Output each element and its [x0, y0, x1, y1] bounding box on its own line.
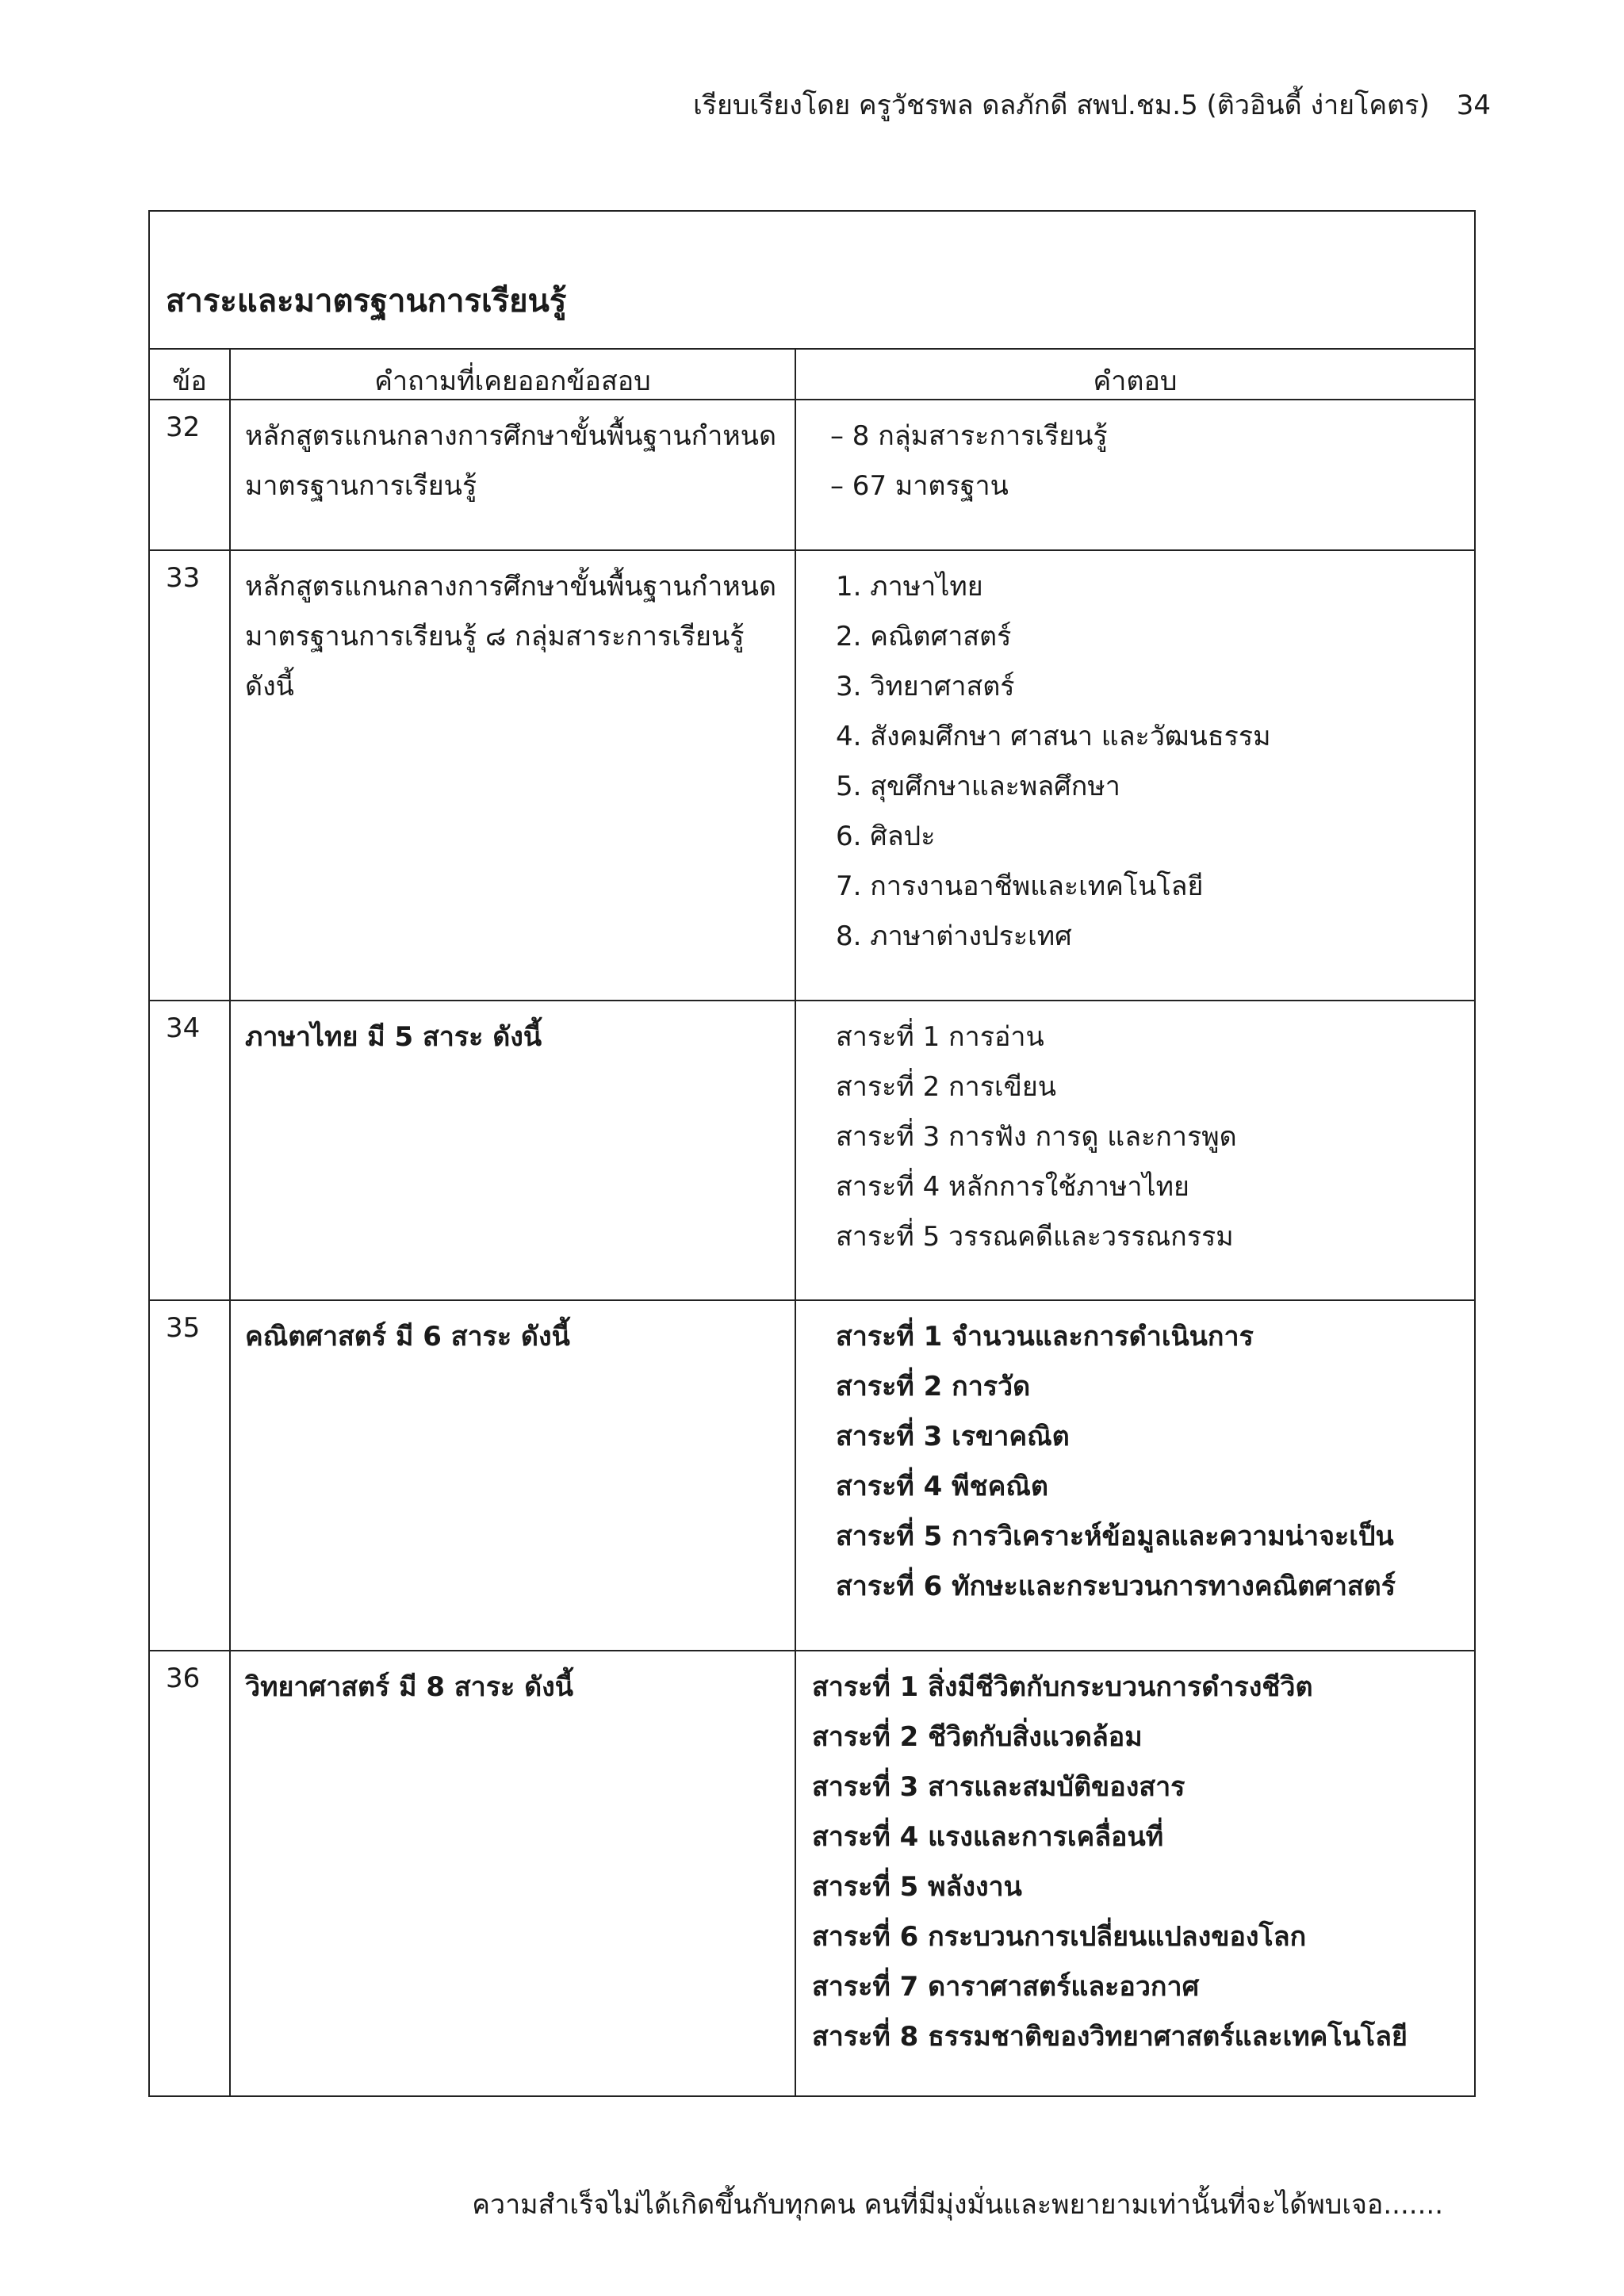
header-question: คำถามที่เคยออกข้อสอบ — [374, 365, 651, 397]
question-line: หลักสูตรแกนกลางการศึกษาขั้นพื้นฐานกำหนด — [245, 420, 777, 452]
answer-line: สาระที่ 1 สิ่งมีชีวิตกับกระบวนการดำรงชีวิต — [812, 1671, 1313, 1703]
row-question — [245, 1312, 792, 1362]
row-question — [245, 1012, 792, 1062]
answer-line: 5. สุขศึกษาและพลศึกษา — [836, 771, 1120, 802]
page-footer: ความสำเร็จไม่ได้เกิดขึ้นกับทุกคน คนที่มีมุ่งมั่นและพยายามเท่านั้นที่จะได้พบเจอ....... — [472, 2189, 1443, 2221]
answer-line: 1. ภาษาไทย — [836, 571, 983, 603]
table-title: สาระและมาตรฐานการเรียนรู้ — [166, 283, 567, 320]
row-number: 34 — [166, 1012, 201, 1044]
question-line: วิทยาศาสตร์ มี 8 สาระ ดังนี้ — [245, 1671, 573, 1703]
answer-line: สาระที่ 5 วรรณคดีและวรรณกรรม — [836, 1221, 1234, 1253]
row-answer — [836, 1312, 1396, 1612]
answer-line: สาระที่ 2 ชีวิตกับสิ่งแวดล้อม — [812, 1721, 1143, 1753]
rule-title — [150, 348, 1474, 350]
answer-line: สาระที่ 2 การวัด — [836, 1371, 1031, 1402]
answer-line: สาระที่ 4 หลักการใช้ภาษาไทย — [836, 1171, 1189, 1203]
answer-line: – 8 กลุ่มสาระการเรียนรู้ — [830, 420, 1108, 452]
row-answer — [830, 411, 1108, 511]
answer-line: สาระที่ 1 การอ่าน — [836, 1021, 1044, 1053]
answer-line: สาระที่ 3 การฟัง การดู และการพูด — [836, 1121, 1237, 1153]
answer-line: 4. สังคมศึกษา ศาสนา และวัฒนธรรม — [836, 721, 1271, 752]
question-line: มาตรฐานการเรียนรู้ ๘ กลุ่มสาระการเรียนรู้ — [245, 621, 745, 652]
rule-row-34 — [150, 1299, 1474, 1301]
answer-line: 6. ศิลปะ — [836, 821, 936, 852]
row-number: 33 — [166, 562, 201, 594]
answer-line: สาระที่ 2 การเขียน — [836, 1071, 1056, 1103]
header-no: ข้อ — [172, 365, 207, 397]
answer-line: สาระที่ 7 ดาราศาสตร์และอวกาศ — [812, 1971, 1200, 2003]
answer-line: สาระที่ 6 ทักษะและกระบวนการทางคณิตศาสตร์ — [836, 1571, 1396, 1602]
answer-line: สาระที่ 8 ธรรมชาติของวิทยาศาสตร์และเทคโนโลยี — [812, 2021, 1408, 2053]
question-line: ภาษาไทย มี 5 สาระ ดังนี้ — [245, 1021, 542, 1053]
answer-line: สาระที่ 1 จำนวนและการดำเนินการ — [836, 1321, 1254, 1353]
header-answer: คำตอบ — [1093, 365, 1178, 397]
rule-row-33 — [150, 1000, 1474, 1001]
row-question — [245, 411, 792, 511]
answer-line: สาระที่ 5 พลังงาน — [812, 1871, 1022, 1903]
row-question — [245, 1663, 792, 1712]
answer-line: 7. การงานอาชีพและเทคโนโลยี — [836, 871, 1204, 902]
answer-line: สาระที่ 4 แรงและการเคลื่อนที่ — [812, 1821, 1164, 1853]
answer-line: – 67 มาตรฐาน — [830, 470, 1009, 502]
row-answer — [836, 1012, 1237, 1262]
answer-line: 8. ภาษาต่างประเทศ — [836, 920, 1072, 952]
row-number: 35 — [166, 1312, 201, 1344]
answer-line: สาระที่ 3 เรขาคณิต — [836, 1421, 1070, 1452]
divider-no — [229, 348, 231, 2097]
divider-question — [795, 348, 796, 2097]
row-answer — [836, 562, 1271, 962]
row-number: 36 — [166, 1663, 201, 1694]
answer-line: 2. คณิตศาสตร์ — [836, 621, 1012, 652]
answer-line: 3. วิทยาศาสตร์ — [836, 671, 1015, 702]
header-text: เรียบเรียงโดย ครูวัชรพล ดลภักดี สพป.ชม.5 (ติวอินดี้ ง่ายโคตร) — [693, 90, 1430, 121]
curriculum-table — [148, 210, 1476, 2097]
question-line: ดังนี้ — [245, 671, 294, 702]
page-number: 34 — [1456, 90, 1491, 121]
row-question — [245, 562, 792, 712]
row-number: 32 — [166, 411, 201, 443]
rule-row-32 — [150, 549, 1474, 551]
answer-line: สาระที่ 6 กระบวนการเปลี่ยนแปลงของโลก — [812, 1921, 1307, 1953]
page-header — [555, 83, 1491, 126]
question-line: หลักสูตรแกนกลางการศึกษาขั้นพื้นฐานกำหนด — [245, 571, 777, 603]
row-answer — [812, 1663, 1408, 2062]
rule-row-35 — [150, 1650, 1474, 1651]
answer-line: สาระที่ 3 สารและสมบัติของสาร — [812, 1771, 1185, 1803]
answer-line: สาระที่ 5 การวิเคราะห์ข้อมูลและความน่าจะเป็น — [836, 1521, 1394, 1552]
answer-line: สาระที่ 4 พีชคณิต — [836, 1471, 1048, 1502]
question-line: มาตรฐานการเรียนรู้ — [245, 470, 477, 502]
question-line: คณิตศาสตร์ มี 6 สาระ ดังนี้ — [245, 1321, 570, 1353]
